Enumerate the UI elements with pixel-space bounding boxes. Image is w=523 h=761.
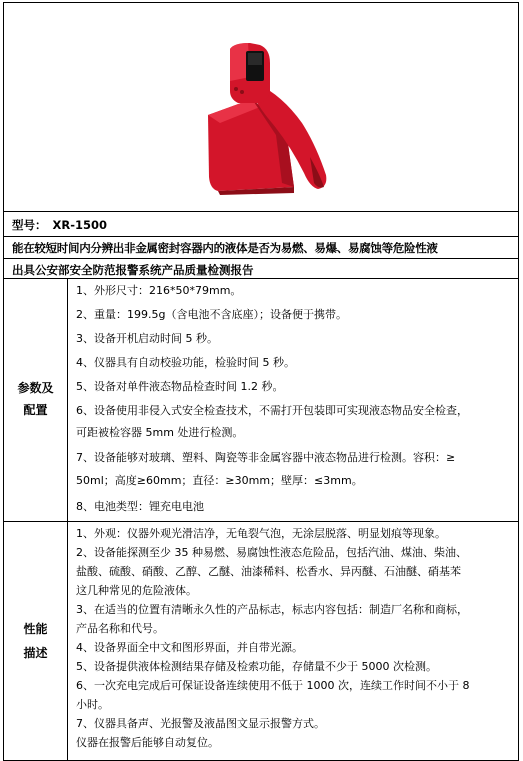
param-line: 5、设备对单件液态物品检查时间 1.2 秒。 [76, 380, 284, 393]
product-image-cell [4, 3, 518, 212]
performance-row [4, 522, 518, 760]
description-row-2 [4, 259, 518, 279]
param-line: 4、仪器具有自动校验功能，检验时间 5 秒。 [76, 356, 295, 369]
model-label: 型号： [12, 218, 47, 232]
model-value: XR-1500 [52, 218, 108, 232]
perf-line: 盐酸、硫酸、硝酸、乙醇、乙醚、油漆稀料、松香水、异丙醚、石油醚、硝基苯 [76, 565, 461, 578]
param-line: 3、设备开机启动时间 5 秒。 [76, 332, 218, 345]
model-line [12, 217, 107, 233]
parameters-row [4, 279, 518, 522]
param-line: 7、设备能够对玻璃、塑料、陶瓷等非金属容器中液态物品进行检测。容积：≥ [76, 451, 456, 464]
model-row [4, 212, 518, 237]
perf-line: 仪器在报警后能够自动复位。 [76, 736, 219, 749]
param-line: 1、外形尺寸：216*50*79mm。 [76, 284, 242, 297]
perf-line: 1、外观：仪器外观光滑洁净，无龟裂气泡，无涂层脱落、明显划痕等现象。 [76, 527, 446, 540]
perf-line: 3、在适当的位置有清晰永久性的产品标志，标志内容包括：制造厂名称和商标， [76, 603, 468, 616]
perf-line: 2、设备能探测至少 35 种易燃、易腐蚀性液态危险品，包括汽油、煤油、柴油、 [76, 546, 467, 559]
description-line-1: 能在较短时间内分辨出非金属密封容器内的液体是否为易燃、易爆、易腐蚀等危险性液 [12, 241, 438, 255]
param-line: 可距被检容器 5mm 处进行检测。 [76, 426, 244, 439]
parameters-label-line-1: 参数及 [17, 381, 54, 395]
description-line-2: 出具公安部安全防范报警系统产品质量检测报告 [12, 263, 254, 277]
parameters-label-line-2: 配置 [23, 403, 48, 417]
performance-label-cell [4, 522, 68, 760]
perf-line: 4、设备界面全中文和图形界面，并自带光源。 [76, 641, 303, 654]
performance-label-line-1: 性能 [23, 622, 48, 636]
description-row-1 [4, 237, 518, 259]
parameters-label-cell [4, 279, 68, 521]
param-line: 50ml；高度≥60mm；直径：≥30mm；壁厚：≤3mm。 [76, 474, 363, 487]
performance-label-line-2: 描述 [23, 646, 48, 660]
perf-line: 产品名称和代号。 [76, 622, 164, 635]
perf-line: 小时。 [76, 698, 109, 711]
perf-line: 5、设备提供液体检测结果存储及检索功能，存储量不少于 5000 次检测。 [76, 660, 437, 673]
param-line: 8、电池类型：锂充电电池 [76, 500, 204, 513]
performance-label [4, 620, 67, 662]
perf-line: 这几种常见的危险液体。 [76, 584, 197, 597]
perf-line: 7、仪器具备声、光报警及液晶图文显示报警方式。 [76, 717, 325, 730]
parameters-label [4, 379, 67, 419]
param-line: 2、重量：199.5g（含电池不含底座）；设备便于携带。 [76, 308, 347, 321]
spec-table [3, 2, 519, 761]
perf-line: 6、一次充电完成后可保证设备连续使用不低于 1000 次，连续工作时间不小于 8 [76, 679, 470, 692]
liquid-detector-image [190, 37, 330, 197]
param-line: 6、设备使用非侵入式安全检查技术，不需打开包装即可实现液态物品安全检查， [76, 404, 468, 417]
